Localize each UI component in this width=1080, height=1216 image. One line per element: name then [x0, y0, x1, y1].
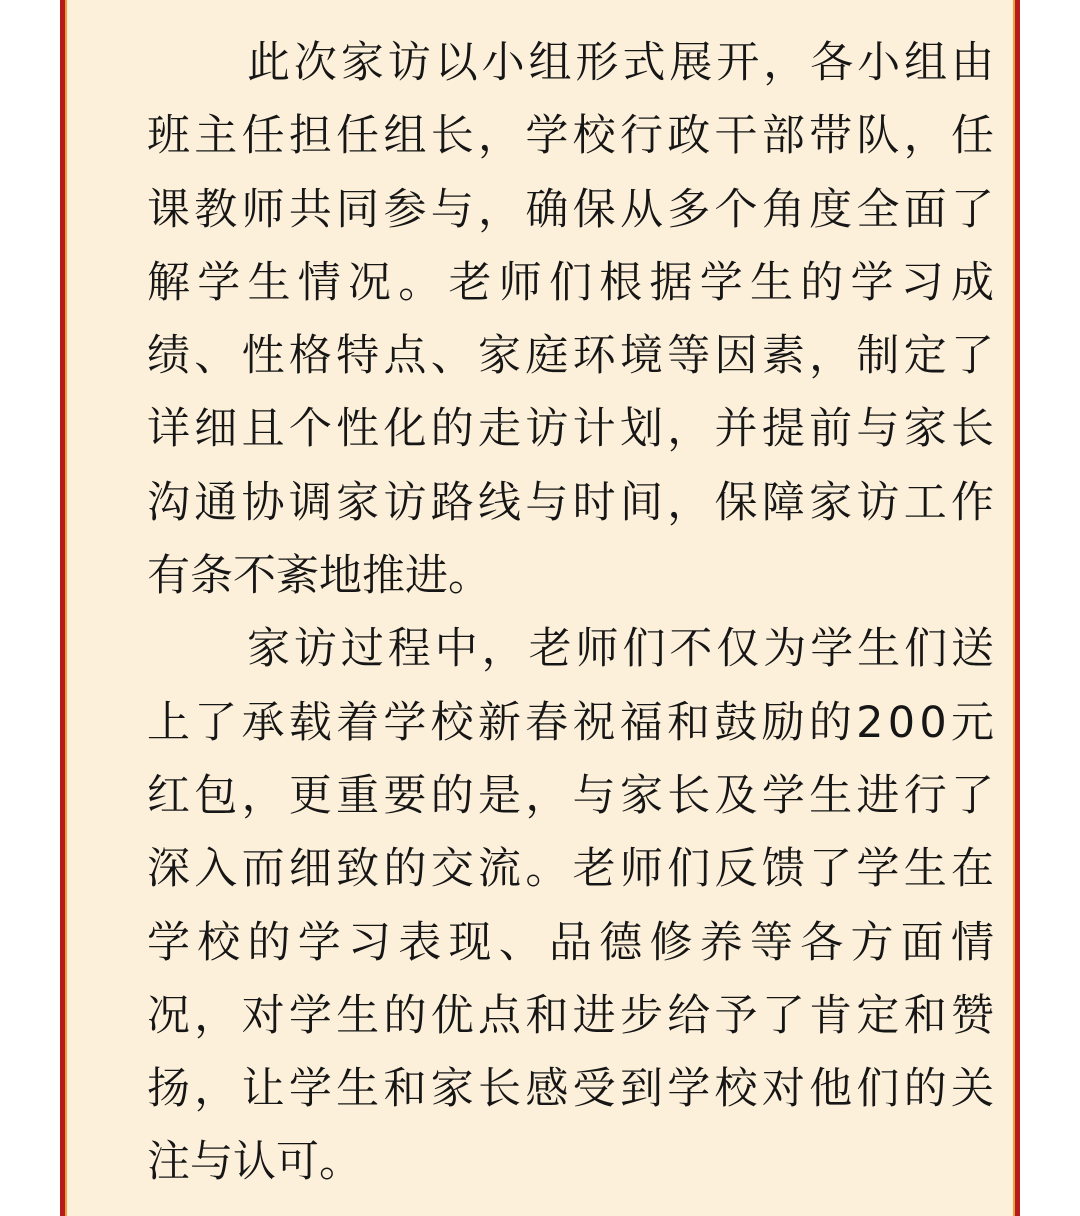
paragraph-line: 扬，让学生和家长感受到学校对他们的关	[147, 1064, 999, 1115]
paragraph-line: 课教师共同参与，确保从多个角度全面了	[147, 184, 999, 235]
paragraph-line: 解学生情况。老师们根据学生的学习成	[147, 257, 1002, 308]
paragraph-line: 沟通协调家访路线与时间，保障家访工作	[147, 477, 999, 528]
article-card	[60, 0, 1020, 1216]
paragraph-1	[147, 27, 1059, 613]
paragraph-line: 绩、性格特点、家庭环境等因素，制定了	[147, 331, 999, 382]
paragraph-line: 有条不紊地推进。	[147, 551, 491, 602]
paragraph-line: 注与认可。	[147, 1137, 362, 1188]
paragraph-line: 家访过程中，老师们不仅为学生们送	[247, 624, 998, 675]
paragraph-line: 红包，更重要的是，与家长及学生进行了	[147, 770, 999, 821]
paragraph-line: 学校的学习表现、品德修养等各方面情	[147, 917, 1002, 968]
paragraph-line: 上了承载着学校新春祝福和鼓励的200元	[147, 697, 999, 748]
paragraph-line: 详细且个性化的走访计划，并提前与家长	[147, 404, 999, 455]
paragraph-line: 班主任担任组长，学校行政干部带队，任	[147, 111, 999, 162]
paragraph-line: 况，对学生的优点和进步给予了肯定和赞	[147, 990, 999, 1041]
article-body	[147, 27, 1059, 1200]
paragraph-line: 深入而细致的交流。老师们反馈了学生在	[147, 844, 999, 895]
paragraph-2	[147, 613, 1059, 1199]
paragraph-line: 此次家访以小组形式展开，各小组由	[247, 38, 998, 88]
